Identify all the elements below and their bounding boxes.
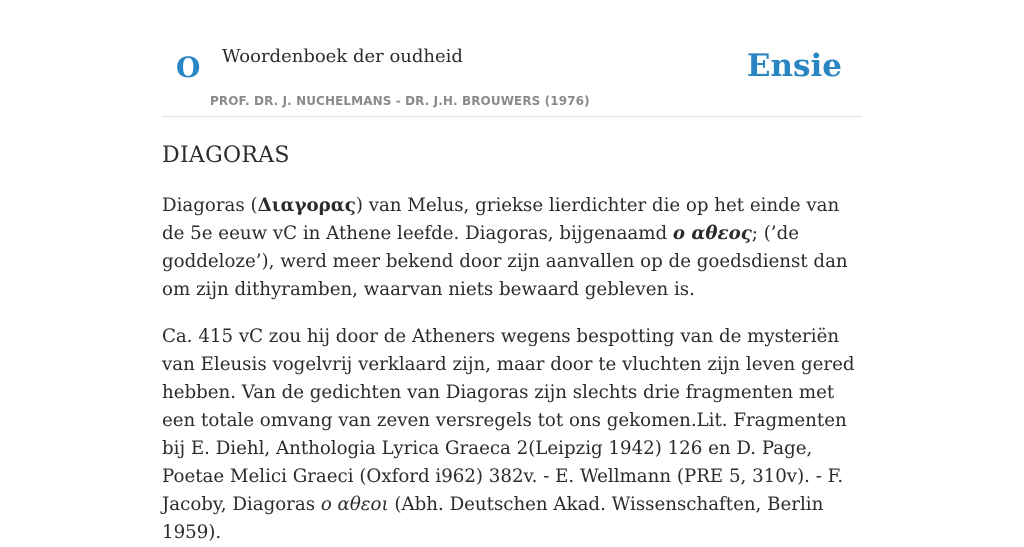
entry-title: DIAGORAS (162, 143, 290, 168)
entry-paragraph-1 (162, 192, 862, 304)
greek-term: ο αθεοι (320, 494, 389, 515)
page (162, 0, 862, 547)
index-letter[interactable]: O (176, 51, 201, 84)
book-title[interactable]: Woordenboek der oudheid (222, 46, 463, 67)
ensie-logo-link[interactable]: Ensie (746, 48, 842, 84)
paragraph-text: ) van Melus, griekse lierdichter die op het einde van de 5e eeuw vC in Athene leefde. Diagoras, bijgenaamd (162, 195, 840, 244)
book-authors: PROF. DR. J. NUCHELMANS - DR. J.H. BROUWERS (1976) (210, 94, 590, 108)
paragraph-text: Ca. 415 vC zou hij door de Atheners wegens bespotting van de mysteriën van Eleusis vogelvrij verklaard zijn, maar door te vluchten zijn leven gered hebben. Van de gedichten van Diagoras zijn slechts drie fragmenten met een totale omvang van zeven versregels tot ons gekomen.Lit. Fragmenten bij E. Diehl, Anthologia Lyrica Graeca 2(Leipzig 1942) 126 en D. Page, Poetae Melici Graeci (Oxford i962) 382v. - E. Wellmann (PRE 5, 310v). - F. Jacoby, Diagoras (162, 326, 855, 515)
paragraph-text: (Abh. Deutschen Akad. Wissenschaften, Berlin 1959). (162, 494, 824, 543)
paragraph-text: Diagoras ( (162, 195, 258, 216)
greek-term: Διαγορας (257, 195, 356, 216)
header (162, 0, 862, 117)
entry-paragraph-2 (162, 323, 862, 547)
paragraph-text: ; (’de goddeloze’), werd meer bekend door zijn aanvallen op de goedsdienst dan om zijn dithyramben, waarvan niets bewaard gebleven is. (162, 223, 848, 300)
greek-term: ο αθεος (672, 223, 752, 244)
